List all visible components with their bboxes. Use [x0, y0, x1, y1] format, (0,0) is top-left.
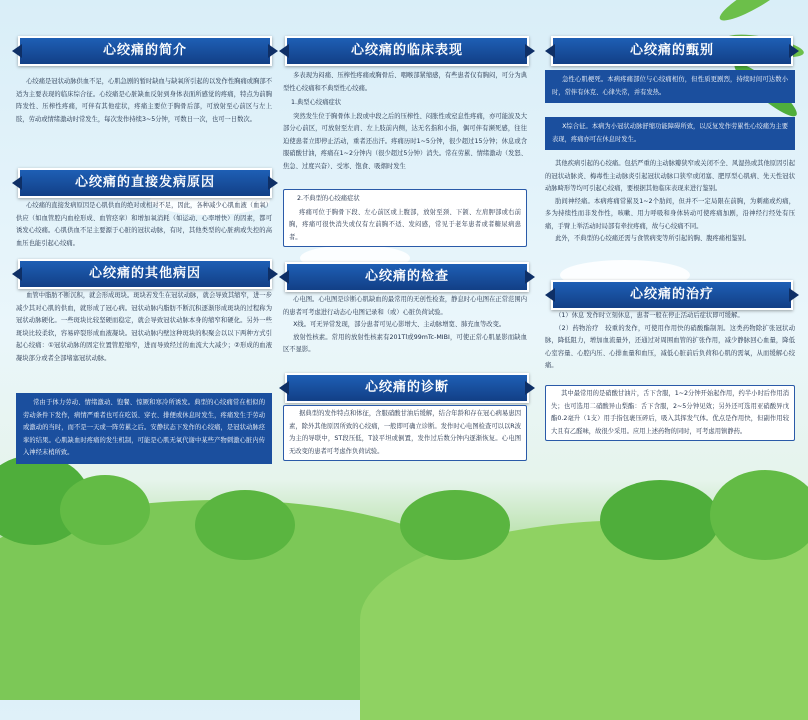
- typical-symptoms-heading: 1.典型心绞痛症状: [291, 99, 342, 106]
- section-title-exam: 心绞痛的检查: [285, 262, 529, 292]
- section-title-intro: 心绞痛的简介: [18, 36, 272, 66]
- section-title-diagnosis: 心绞痛的诊断: [285, 373, 529, 403]
- bush-shape: [60, 475, 150, 545]
- clinical-lead-text: 多表现为闷痛、压榨性疼痛或胸骨后、咽喉部紧缩感，有些患者仅有胸闷，可分为典型性心绞痛和不典型性心绞痛。: [283, 72, 527, 92]
- trigger-box: 常由于体力劳动、情绪激动、饱餐、惊厥和寒冷所诱发。典型的心绞痛常在相似的劳动条件下发作，病情严重者也可在吃饭、穿衣、排便或休息时发生，疼痛发生于劳动或激动的当时，而不是一天或一阵劳累之后。安静状态下发作的心绞痛，是冠状动脉痉挛的结果。心肌缺血时疼痛的发生机制，可能是心肌无氧代谢中某些产物刺激心脏内传入神经末梢所致。: [16, 393, 272, 464]
- section-title-differential: 心绞痛的甄别: [551, 36, 793, 66]
- x-syndrome-box: X综合征。本病为小冠状动脉舒缩功能障碍所致，以反复发作劳累性心绞痛为主要表现，疼痛亦可在休息时发生。: [545, 117, 795, 150]
- mi-box: 急性心肌梗死。本病疼痛部位与心绞痛相仿，但性质更剧烈，持续时间可达数小时，常伴有休克、心律失常，并有发热。: [545, 70, 795, 103]
- atypical-symptoms-heading: 2.不典型的心绞痛症状: [297, 195, 360, 202]
- typical-symptoms: 1.典型心绞痛症状 突然发生位于胸骨体上段或中段之后的压榨性、闷胀性或窒息性疼痛，亦可能波及大部分心前区，可放射至左肩、左上肢前内侧，达无名指和小指，偶可伴有濒死感，往往迫使患者立即停止活动，重者还出汗。疼痛历时1~5分钟，很少超过15分钟；休息或含服硝酸甘油，疼痛在1~2分钟内（很少超过5分钟）消失。常在劳累、情绪激动（发怒、焦急、过度兴奋）、受寒、饱食、吸烟时发生: [283, 99, 527, 170]
- bush-shape: [195, 490, 295, 560]
- section-title-clinical: 心绞痛的临床表现: [285, 36, 529, 66]
- differential-text: 其他疾病引起的心绞痛。包括严重的主动脉瓣狭窄或关闭不全、风湿热或其他原因引起的冠状动脉炎、梅毒性主动脉炎引起冠状动脉口狭窄或闭塞、肥厚型心肌病、先天性冠状动脉畸形等均可引起心绞痛，要根据其他临床表现来进行鉴别。 肋间神经痛。本病疼痛常累及1~2个肋间，但并不一定局限在前胸，为刺痛或灼痛，多为持续性而非发作性，咳嗽、用力呼吸和身体转动可使疼痛加剧，沿神经行经处有压痛，手臂上举活动时局部有牵拉疼痛，故与心绞痛不同。 此外，不典型的心绞痛还需与食管病变等所引起的胸、腹疼痛相鉴别。: [545, 160, 795, 242]
- section-title-treatment: 心绞痛的治疗: [551, 280, 793, 310]
- intro-text: 心绞痛是冠状动脉供血不足，心肌急剧的暂时缺血与缺氧所引起的以发作性胸痛或胸部不适为主要表现的临床综合征。心绞痛是心脏缺血反射到身体表面所感觉的疼痛，特点为前胸阵发性、压榨性疼痛，可伴有其他症状，疼痛主要位于胸骨后部，可放射至心前区与左上肢，劳动或情绪激动时常发生，每次发作持续3~5分钟，可数日一次，也可一日数次。: [16, 78, 272, 123]
- direct-cause-text: 心绞痛的直接发病原因是心肌供血的绝对或相对不足，因此，各种减少心肌血液（血氧）供应（如血管腔内血栓形成、血管痉挛）和增加氧消耗（如运动、心率增快）的因素，都可诱发心绞痛。心肌供血不足主要源于心脏的冠状动脉，有时，其他类型的心脏病或失控的高血压也能引起心绞痛。: [16, 202, 272, 247]
- exam-text: 心电图。心电图是诊断心肌缺血的最常用的无创性检查，静息时心电图在正常范围内的患者可考虑进行动态心电图记录和（或）心脏负荷试验。 X线。可无异常发现，部分患者可见心影增大、主动脉增宽、肺充血等改变。 放射性核素。常用的放射性核素有201Tl或99mTc-MIBI，可使正常心肌显影而缺血区不显影。: [283, 296, 527, 353]
- other-causes-text: 血管中脂肪不断沉积，就会形成斑块。斑块若发生在冠状动脉，就会导致其缩窄，进一步减少其对心肌的供血，就形成了冠心病。冠状动脉内脂肪不断沉积逐渐形成斑块的过程称为冠状动脉硬化。一些斑块比较坚硬而稳定，就会导致冠状动脉本身的缩窄和硬化。另外一些斑块比较柔软，容易碎裂形成血液凝块。冠状动脉内壁这种斑块的积聚会以以下两种方式引起心绞痛：①冠状动脉的固定位置管腔缩窄，进而导致经过的血流大大减少；②形成的血液凝块部分或者全部堵塞冠状动脉。: [16, 292, 272, 362]
- treatment-text: （1）休息 发作时立刻休息，患者一般在停止活动后症状即可缓解。 （2）药物治疗 较重的发作，可使用作用快的硝酸酯制剂。这类药物除扩张冠状动脉，降低阻力，增加血流量外，还通过对周围血管的扩张作用，减少静脉回心血量，降低心室容量、心腔内压、心排血量和血压，减低心脏前后负荷和心肌的需氧，从而缓解心绞痛。: [545, 312, 795, 369]
- nitroglycerin-box: 其中最常用的是硝酸甘油片，舌下含服，1~2分钟开始起作用，约半小时后作用消失；也可选用二硝酸异山梨酯：舌下含服，2~5分钟见效；另外还可选用亚硝酸异戊酯0.2毫升（1支）用手指包裹压碎后，吸入其挥发气体。优点是作用快，但副作用较大且有乙醛味，故很少采用。应用上述药物的同时，可考虑用镇静药。: [545, 385, 795, 441]
- section-title-other-causes: 心绞痛的其他病因: [18, 259, 272, 289]
- atypical-symptoms-box: 2.不典型的心绞痛症状 疼痛可位于胸骨下段、左心前区或上腹部，放射至颈、下颌、左肩胛部或右前胸，疼痛可很快消失或仅有左前胸不适、发闷感，常见于老年患者或者糖尿病患者。: [283, 189, 527, 247]
- bush-shape: [400, 490, 510, 560]
- bush-shape: [600, 480, 720, 560]
- diagnosis-box: 据典型的发作特点和体征，含服硝酸甘油后缓解，结合年龄和存在冠心病易患因素，除外其他原因所致的心绞痛，一般即可确立诊断。发作时心电图检查可以以R波为主的导联中，ST段压低，T波平坦或倒置，发作过后数分钟内逐渐恢复。心电图无改变的患者可考虑作负荷试验。: [283, 405, 527, 461]
- leaf-shape: [716, 0, 794, 27]
- section-title-direct-cause: 心绞痛的直接发病原因: [18, 168, 272, 198]
